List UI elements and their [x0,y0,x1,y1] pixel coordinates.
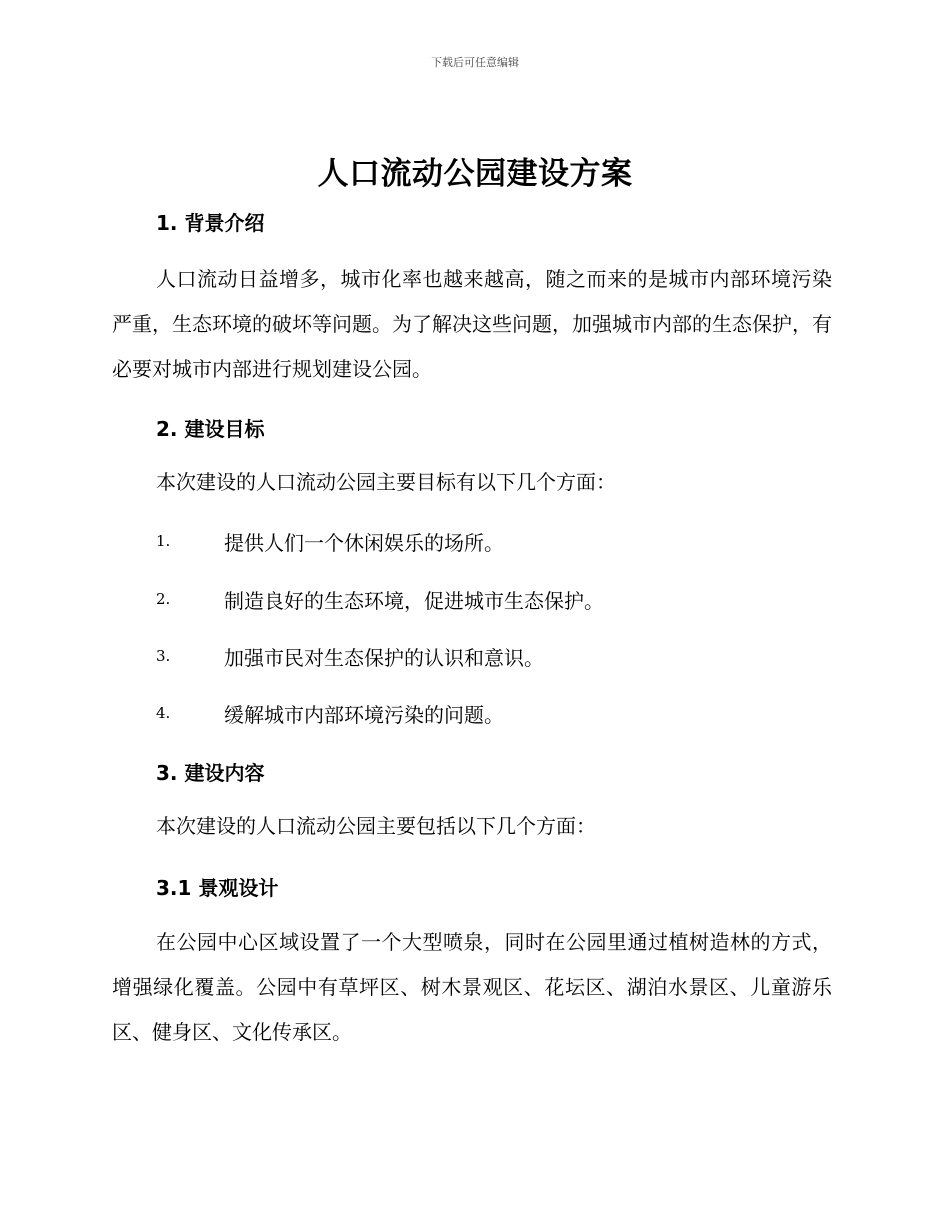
goal-item-3-text: 加强市民对生态保护的认识和意识。 [224,646,544,670]
landscape-paragraph: 在公园中心区域设置了一个大型喷泉，同时在公园里通过植树造林的方式，增强绿化覆盖。公园中有草坪区、树木景观区、花坛区、湖泊水景区、儿童游乐区、健身区、文化传承区。 [112,930,832,1044]
goal-item-2-number: 2. [156,590,171,608]
background-paragraph: 人口流动日益增多，城市化率也越来越高，随之而来的是城市内部环境污染严重，生态环境的破坏等问题。为了解决这些问题，加强城市内部的生态保护，有必要对城市内部进行规划建设公园。 [112,267,832,381]
goal-item-4-number: 4. [156,704,171,722]
content-intro: 本次建设的人口流动公园主要包括以下几个方面： [156,814,596,838]
section-heading-content: 3. 建设内容 [156,761,265,785]
goal-item-4-text: 缓解城市内部环境污染的问题。 [224,703,504,727]
subsection-heading-landscape: 3.1 景观设计 [156,876,279,900]
page-header-note: 下载后可任意编辑 [431,56,519,69]
section-heading-goals: 2. 建设目标 [156,417,265,441]
goal-item-3-number: 3. [156,647,171,665]
document-title: 人口流动公园建设方案 [317,156,633,192]
goal-item-1-text: 提供人们一个休闲娱乐的场所。 [224,531,504,555]
goal-item-1-number: 1. [156,532,171,550]
goals-intro: 本次建设的人口流动公园主要目标有以下几个方面： [156,470,616,494]
goal-item-2-text: 制造良好的生态环境，促进城市生态保护。 [224,589,604,613]
section-heading-background: 1. 背景介绍 [156,211,265,235]
